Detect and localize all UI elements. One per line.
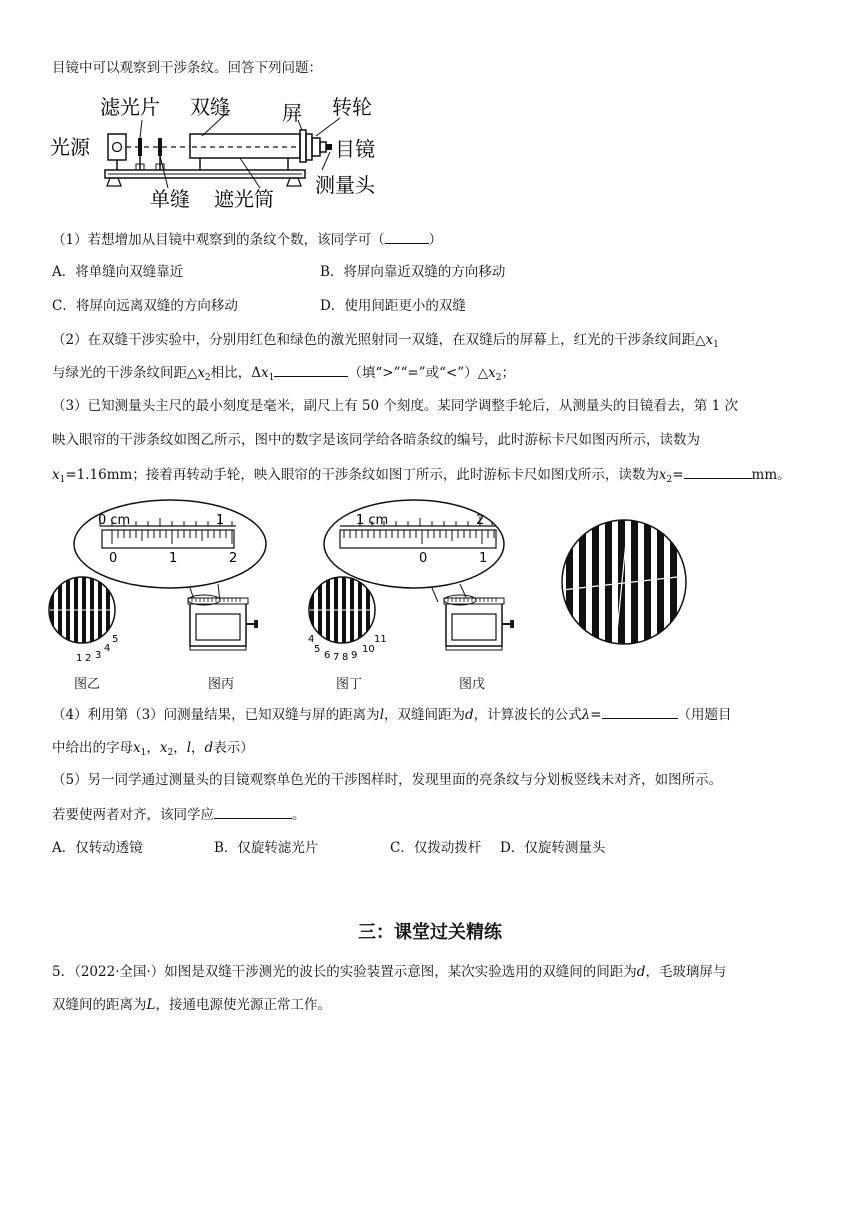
intro-text: 目镜中可以观察到干涉条纹。回答下列问题：	[52, 60, 322, 76]
var-x: x	[52, 467, 60, 483]
sub-1: 1	[59, 475, 66, 485]
ding-main-end: 2	[476, 513, 485, 528]
sub-2: 2	[167, 748, 174, 758]
q3-line3	[52, 464, 791, 490]
var-lambda: λ	[581, 707, 591, 723]
q4-line1-text-a: （4）利用第（3）问测量结果，已知双缝与屏的距离为	[52, 707, 380, 723]
ding-num-5: 5	[314, 644, 321, 655]
sub-1: 1	[140, 748, 147, 758]
var-x: x	[705, 332, 714, 348]
bing-vernier-2: 2	[229, 551, 238, 566]
var-x: x	[488, 365, 496, 381]
apparatus-diagram	[50, 90, 400, 212]
q5-line2	[52, 804, 306, 825]
yi-num-1: 1	[76, 653, 83, 664]
label-single-slit: 单缝	[150, 187, 190, 211]
q5-line2-text-b: 。	[292, 807, 306, 823]
ding-vernier-0: 0	[419, 551, 428, 566]
next-question-line2	[52, 995, 331, 1015]
q2-line1-text: （2）在双缝干涉实验中，分别用红色和绿色的激光照射同一双缝，在双缝后的屏幕上，红光的干涉条纹间距△	[52, 332, 706, 348]
q3-blank[interactable]	[684, 464, 752, 479]
q5-option-b[interactable]: B．仅旋转滤光片	[214, 840, 319, 856]
comma: ，	[191, 740, 205, 756]
ding-num-6: 6	[324, 650, 331, 661]
q1-stem-end: ）	[428, 232, 443, 248]
q2-blank[interactable]	[274, 362, 348, 377]
label-measuring-head: 测量头	[315, 173, 375, 197]
q4-line1	[52, 704, 732, 725]
next-q-text-d: ，接通电源使光源正常工作。	[155, 997, 331, 1013]
q2-line2-text-d: ；	[501, 365, 515, 381]
bing-vernier-1: 1	[169, 551, 178, 566]
label-light-source: 光源	[50, 135, 90, 159]
label-screen: 屏	[282, 101, 302, 125]
yi-num-2: 2	[85, 653, 92, 664]
q4-line1-text-c: ，计算波长的公式	[473, 707, 582, 723]
q4-line1-text-d: =	[590, 707, 602, 723]
q2-line2	[52, 362, 515, 388]
bing-scale-unit: 0 cm	[98, 513, 131, 528]
sub-2: 2	[495, 373, 502, 383]
q4-line1-text-b: ，双缝间距为	[384, 707, 466, 723]
next-q-text-c: 双缝间的距离为	[52, 997, 147, 1013]
q1-stem-text: （1）若想增加从目镜中观察到的条纹个数，该同学可（	[52, 232, 385, 248]
yi-num-5: 5	[112, 634, 119, 645]
ding-num-11: 11	[374, 634, 387, 645]
label-wheel: 转轮	[332, 95, 372, 119]
q3-line3-text-a: =1.16mm；接着再转动手轮，映入眼帘的干涉条纹如图丁所示，此时游标卡尺如图戊所示，读数为	[65, 467, 659, 483]
q3-line3-text-c: mm。	[751, 467, 791, 483]
sub-2: 2	[205, 373, 211, 383]
sub-2: 2	[666, 475, 673, 485]
q1-option-b[interactable]: B．将屏向靠近双缝的方向移动	[320, 264, 506, 280]
q4-blank[interactable]	[602, 704, 678, 719]
var-L: L	[146, 997, 156, 1013]
q2-line1	[52, 330, 719, 355]
bing-main-end: 1	[216, 513, 225, 528]
var-x: x	[658, 467, 667, 483]
label-tube: 遮光筒	[214, 187, 274, 211]
ding-num-9: 9	[351, 650, 358, 661]
q1-stem	[52, 229, 442, 250]
var-l: l	[379, 707, 385, 723]
q5-option-d[interactable]: D．仅旋转测量头	[500, 840, 606, 856]
q2-line2-text-b: 相比，Δ	[210, 365, 261, 381]
q4-line2	[52, 738, 254, 763]
q5-line1: （5）另一同学通过测量头的目镜观察单色光的干涉图样时，发现里面的亮条纹与分划板竖线未对齐，如图所示。	[52, 772, 723, 788]
next-q-text-a: 5．（2022·全国·）如图是双缝干涉测光的波长的实验装置示意图，某次实验选用的双缝间的间距为	[52, 964, 637, 980]
q5-option-a[interactable]: A．仅转动透镜	[52, 840, 143, 856]
q3-line2: 映入眼帘的干涉条纹如图乙所示，图中的数字是该同学给各暗条纹的编号，此时游标卡尺如图丙所示，读数为	[52, 432, 700, 448]
var-d: d	[465, 707, 474, 723]
q5-line2-text-a: 若要使两者对齐，该同学应	[52, 807, 214, 823]
section-title: 三：课堂过关精练	[358, 922, 502, 943]
comma: ，	[173, 740, 187, 756]
q1-option-a[interactable]: A．将单缝向双缝靠近	[52, 264, 184, 280]
fig-label-wu: 图戊	[459, 677, 486, 692]
var-d: d	[636, 964, 646, 980]
ding-num-7: 7	[333, 652, 340, 663]
ding-vernier-1: 1	[479, 551, 488, 566]
ding-num-10: 10	[362, 644, 375, 655]
yi-num-4: 4	[104, 643, 111, 654]
sub-1: 1	[268, 373, 275, 383]
fig-label-bing: 图丙	[208, 677, 235, 692]
label-double-slit: 双缝	[190, 95, 230, 119]
next-question-line1	[52, 962, 726, 982]
next-q-text-b: ，毛玻璃屏与	[645, 964, 727, 980]
fig-label-ding: 图丁	[336, 677, 363, 692]
bing-vernier-0: 0	[109, 551, 118, 566]
q4-line2-text-a: 中给出的字母	[52, 740, 133, 756]
sub-1: 1	[713, 340, 719, 350]
comma: ，	[146, 740, 160, 756]
q3-line1: （3）已知测量头主尺的最小刻度是毫米，副尺上有 50 个刻度。某同学调整手轮后，从测量头的目镜看去，第 1 次	[52, 398, 739, 414]
var-x: x	[133, 740, 141, 756]
fig-label-yi: 图乙	[74, 677, 101, 692]
q2-line2-text-a: 与绿光的干涉条纹间距△	[52, 365, 198, 381]
vernier-figures	[40, 496, 720, 696]
q5-option-c[interactable]: C．仅拨动拨杆	[390, 840, 482, 856]
q1-blank[interactable]	[385, 229, 429, 244]
var-x: x	[261, 365, 269, 381]
var-x: x	[197, 365, 206, 381]
ding-num-8: 8	[342, 652, 349, 663]
q3-line3-text-b: =	[672, 467, 684, 483]
var-d: d	[204, 740, 214, 756]
var-l: l	[186, 740, 192, 756]
var-x: x	[159, 740, 168, 756]
label-eyepiece: 目镜	[335, 137, 375, 161]
label-filter: 滤光片	[100, 95, 160, 119]
q4-line2-text-c: 表示）	[213, 740, 254, 756]
ding-scale-unit: 1 cm	[356, 513, 389, 528]
q4-line1-text-e: （用题目	[677, 707, 732, 723]
q1-option-d[interactable]: D．使用间距更小的双缝	[320, 298, 466, 314]
ding-num-4: 4	[308, 634, 315, 645]
q1-option-c[interactable]: C．将屏向远离双缝的方向移动	[52, 298, 238, 314]
q5-blank[interactable]	[214, 804, 292, 819]
misaligned-fringe-figure	[560, 518, 690, 648]
yi-num-3: 3	[95, 650, 102, 661]
q2-line2-text-c: （填“>”“=”或“<”）△	[348, 365, 489, 381]
